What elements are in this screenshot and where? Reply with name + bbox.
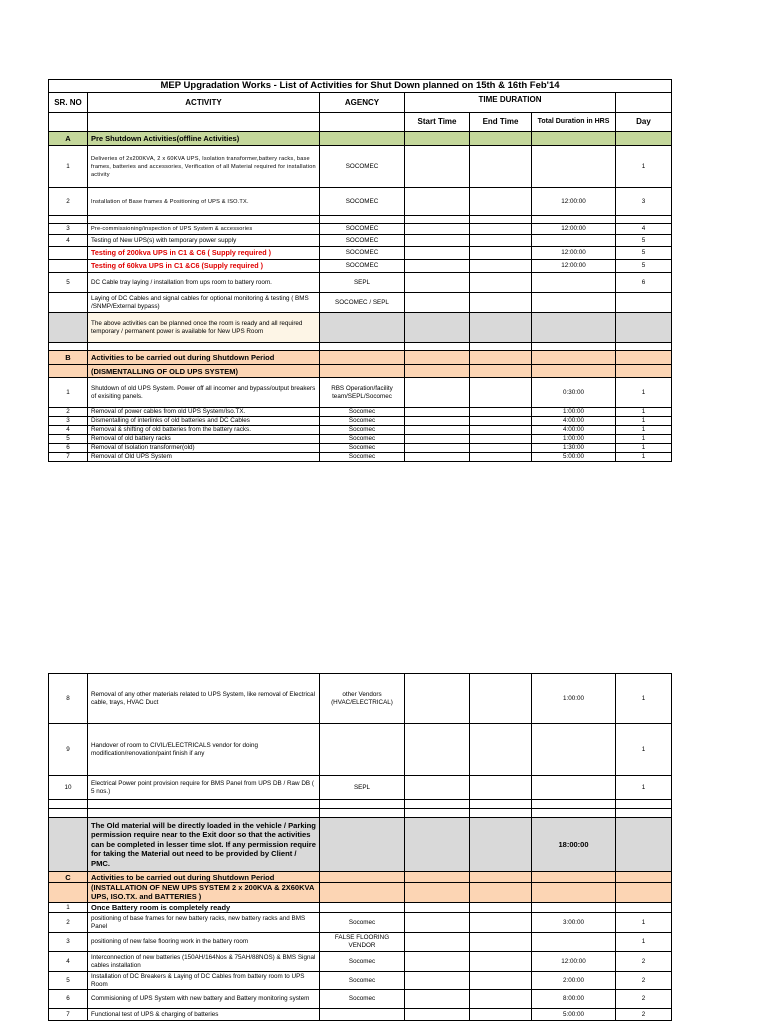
- table-row: 2 Removal of power cables from old UPS System/Iso.TX. Socomec 1:00:00 1: [49, 408, 672, 417]
- header-time-duration: TIME DURATION: [405, 93, 616, 113]
- header-day: Day: [616, 113, 672, 132]
- table-row: 10 Electrical Power point provision require for BMS Panel from UPS DB / Raw DB ( 5 nos.) SEPL 1: [49, 776, 672, 800]
- table-row: Testing of 200kva UPS in C1 & C6 ( Supply required ) SOCOMEC 12:00:00 5: [49, 247, 672, 260]
- activity-table-bottom: 8 Removal of any other materials related to UPS System, like removal of Electrical cable, trays, HVAC Duct other Vendors (HVAC/ELECTRICAL) 1:00:00 1 9 Handover of room to CIVIL/ELECTRICALS vendor for doing modification/renovation/paint finish if any 1 10 Electrical Power point provision require for BMS Panel from UPS DB / Raw DB ( 5 nos.) SEPL 1 The Old material will be directly loaded in the vehicle / Parking permission require near to the Exit door so that the activities can be completed in lesser time slot. If any permission require for taking the Material out need to be provided by Client / PMC. 18:00:00 C Activities to be carried out during Shutdown Period (INSTALLATION OF NEW UPS SYSTEM 2 x 200KVA & 2X60KVA UPS, ISO.TX. and BATTERIES ) 1 Once Battery room is completely ready 2 positioning of base frames for new battery racks, new battery racks and BMS Panel Socomec 3:00:00 1 3 positioning of new false flooring work in the battery room FALSE FLOORING VENDOR 1 4 Interconnection of new batteries (150AH/164Nos & 75AH/88NOS) & BMS Signal cables installation Socomec 12:00:00 2 5 Installation of DC Breakers & Laying of DC Cables from battery room to UPS Room Socomec 2:00:00 2 6 Commisioning of UPS System with new battery and Battery monitoring system Socomec 8:00:00 2 7 Functional test of UPS & charging of batteries 5:00:00 2: [48, 673, 672, 1021]
- table-row: 5 Installation of DC Breakers & Laying of DC Cables from battery room to UPS Room Socomec 2:00:00 2: [49, 972, 672, 990]
- table-row: 4 Interconnection of new batteries (150AH/164Nos & 75AH/88NOS) & BMS Signal cables installation Socomec 12:00:00 2: [49, 952, 672, 972]
- header-activity: ACTIVITY: [88, 93, 320, 113]
- section-a-label: A: [49, 132, 88, 146]
- table-row: 1 Shutdown of old UPS System. Power off all incomer and bypass/output breakers of exisiting panels. RBS Operation/facility team/SEPL/Socomec 0:30:00 1: [49, 378, 672, 408]
- table-row: Laying of DC Cables and signal cables for optional monitoring & testing ( BMS /SNMP/External bypass) SOCOMEC / SEPL: [49, 293, 672, 313]
- table-row: 6 Commisioning of UPS System with new battery and Battery monitoring system Socomec 8:00:00 2: [49, 990, 672, 1009]
- table-row: 7 Functional test of UPS & charging of batteries 5:00:00 2: [49, 1009, 672, 1021]
- table-row: 2 Installation of Base frames & Positioning of UPS & ISO.TX. SOCOMEC 12:00:00 3: [49, 188, 672, 216]
- table-row: 5 Removal of old battery racks Socomec 1:00:00 1: [49, 435, 672, 444]
- section-c-subheading: Once Battery room is completely ready: [88, 903, 320, 913]
- table-row: Testing of 60kva UPS in C1 &C6 (Supply required ) SOCOMEC 12:00:00 5: [49, 260, 672, 273]
- activity-table-top: [48, 79, 672, 462]
- table-row: 6 Removal of Isolation transformer(old) Socomec 1:30:00 1: [49, 444, 672, 453]
- section-c-subtitle: (INSTALLATION OF NEW UPS SYSTEM 2 x 200KVA & 2X60KVA UPS, ISO.TX. and BATTERIES ): [88, 883, 320, 903]
- note-total: 18:00:00: [532, 818, 616, 872]
- table-row: 4 Testing of New UPS(s) with temporary power supply SOCOMEC 5: [49, 235, 672, 247]
- table-row: 3 Pre-commissioning/inspection of UPS System & accessories SOCOMEC 12:00:00 4: [49, 224, 672, 235]
- table-row: The above activities can be planned once the room is ready and all required temporary / permanent power is available for New UPS Room: [49, 313, 672, 343]
- header-start-time: Start Time: [405, 113, 470, 132]
- table-row: 2 positioning of base frames for new battery racks, new battery racks and BMS Panel Socomec 3:00:00 1: [49, 913, 672, 933]
- table-row: 3 Dismentalling of interlinks of old batteries and DC Cables Socomec 4:00:00 1: [49, 417, 672, 426]
- header-srno: SR. NO: [49, 93, 88, 113]
- header-agency: AGENCY: [320, 93, 405, 113]
- table-row: 5 DC Cable tray laying / installation from ups room to battery room. SEPL 6: [49, 273, 672, 293]
- header-total-duration: Total Duration in HRS: [532, 113, 616, 132]
- table-row: [49, 818, 672, 872]
- table-row: 7 Removal of Old UPS System Socomec 5:00:00 1: [49, 453, 672, 462]
- header-end-time: End Time: [470, 113, 532, 132]
- table-row: 9 Handover of room to CIVIL/ELECTRICALS vendor for doing modification/renovation/paint finish if any 1: [49, 724, 672, 776]
- note-text: The Old material will be directly loaded in the vehicle / Parking permission require near to the Exit door so that the activities can be completed in lesser time slot. If any permission require for taking the Material out need to be provided by Client / PMC.: [88, 818, 320, 872]
- section-b-label: B: [49, 351, 88, 365]
- section-b-title: Activities to be carried out during Shutdown Period: [88, 351, 320, 365]
- sheet-title: MEP Upgradation Works - List of Activities for Shut Down planned on 15th & 16th Feb'14: [49, 80, 672, 93]
- section-a-title: Pre Shutdown Activities(offline Activities): [88, 132, 320, 146]
- table-row: 3 positioning of new false flooring work in the battery room FALSE FLOORING VENDOR 1: [49, 933, 672, 952]
- section-b-subtitle: (DISMENTALLING OF OLD UPS SYSTEM): [88, 365, 320, 378]
- table-row: 4 Removal & shifting of old batteries from the battery racks. Socomec 4:00:00 1: [49, 426, 672, 435]
- section-c-title: Activities to be carried out during Shutdown Period: [88, 872, 320, 883]
- section-c-label: C: [49, 872, 88, 883]
- table-row: 8 Removal of any other materials related to UPS System, like removal of Electrical cable, trays, HVAC Duct other Vendors (HVAC/ELECTRICAL) 1:00:00 1: [49, 674, 672, 724]
- table-row: 1 Deliveries of 2x200KVA, 2 x 60KVA UPS, Isolation transformer,battery racks, base frames, batteries and accessories, Verification of all Material required for installation activity SOCOMEC 1: [49, 146, 672, 188]
